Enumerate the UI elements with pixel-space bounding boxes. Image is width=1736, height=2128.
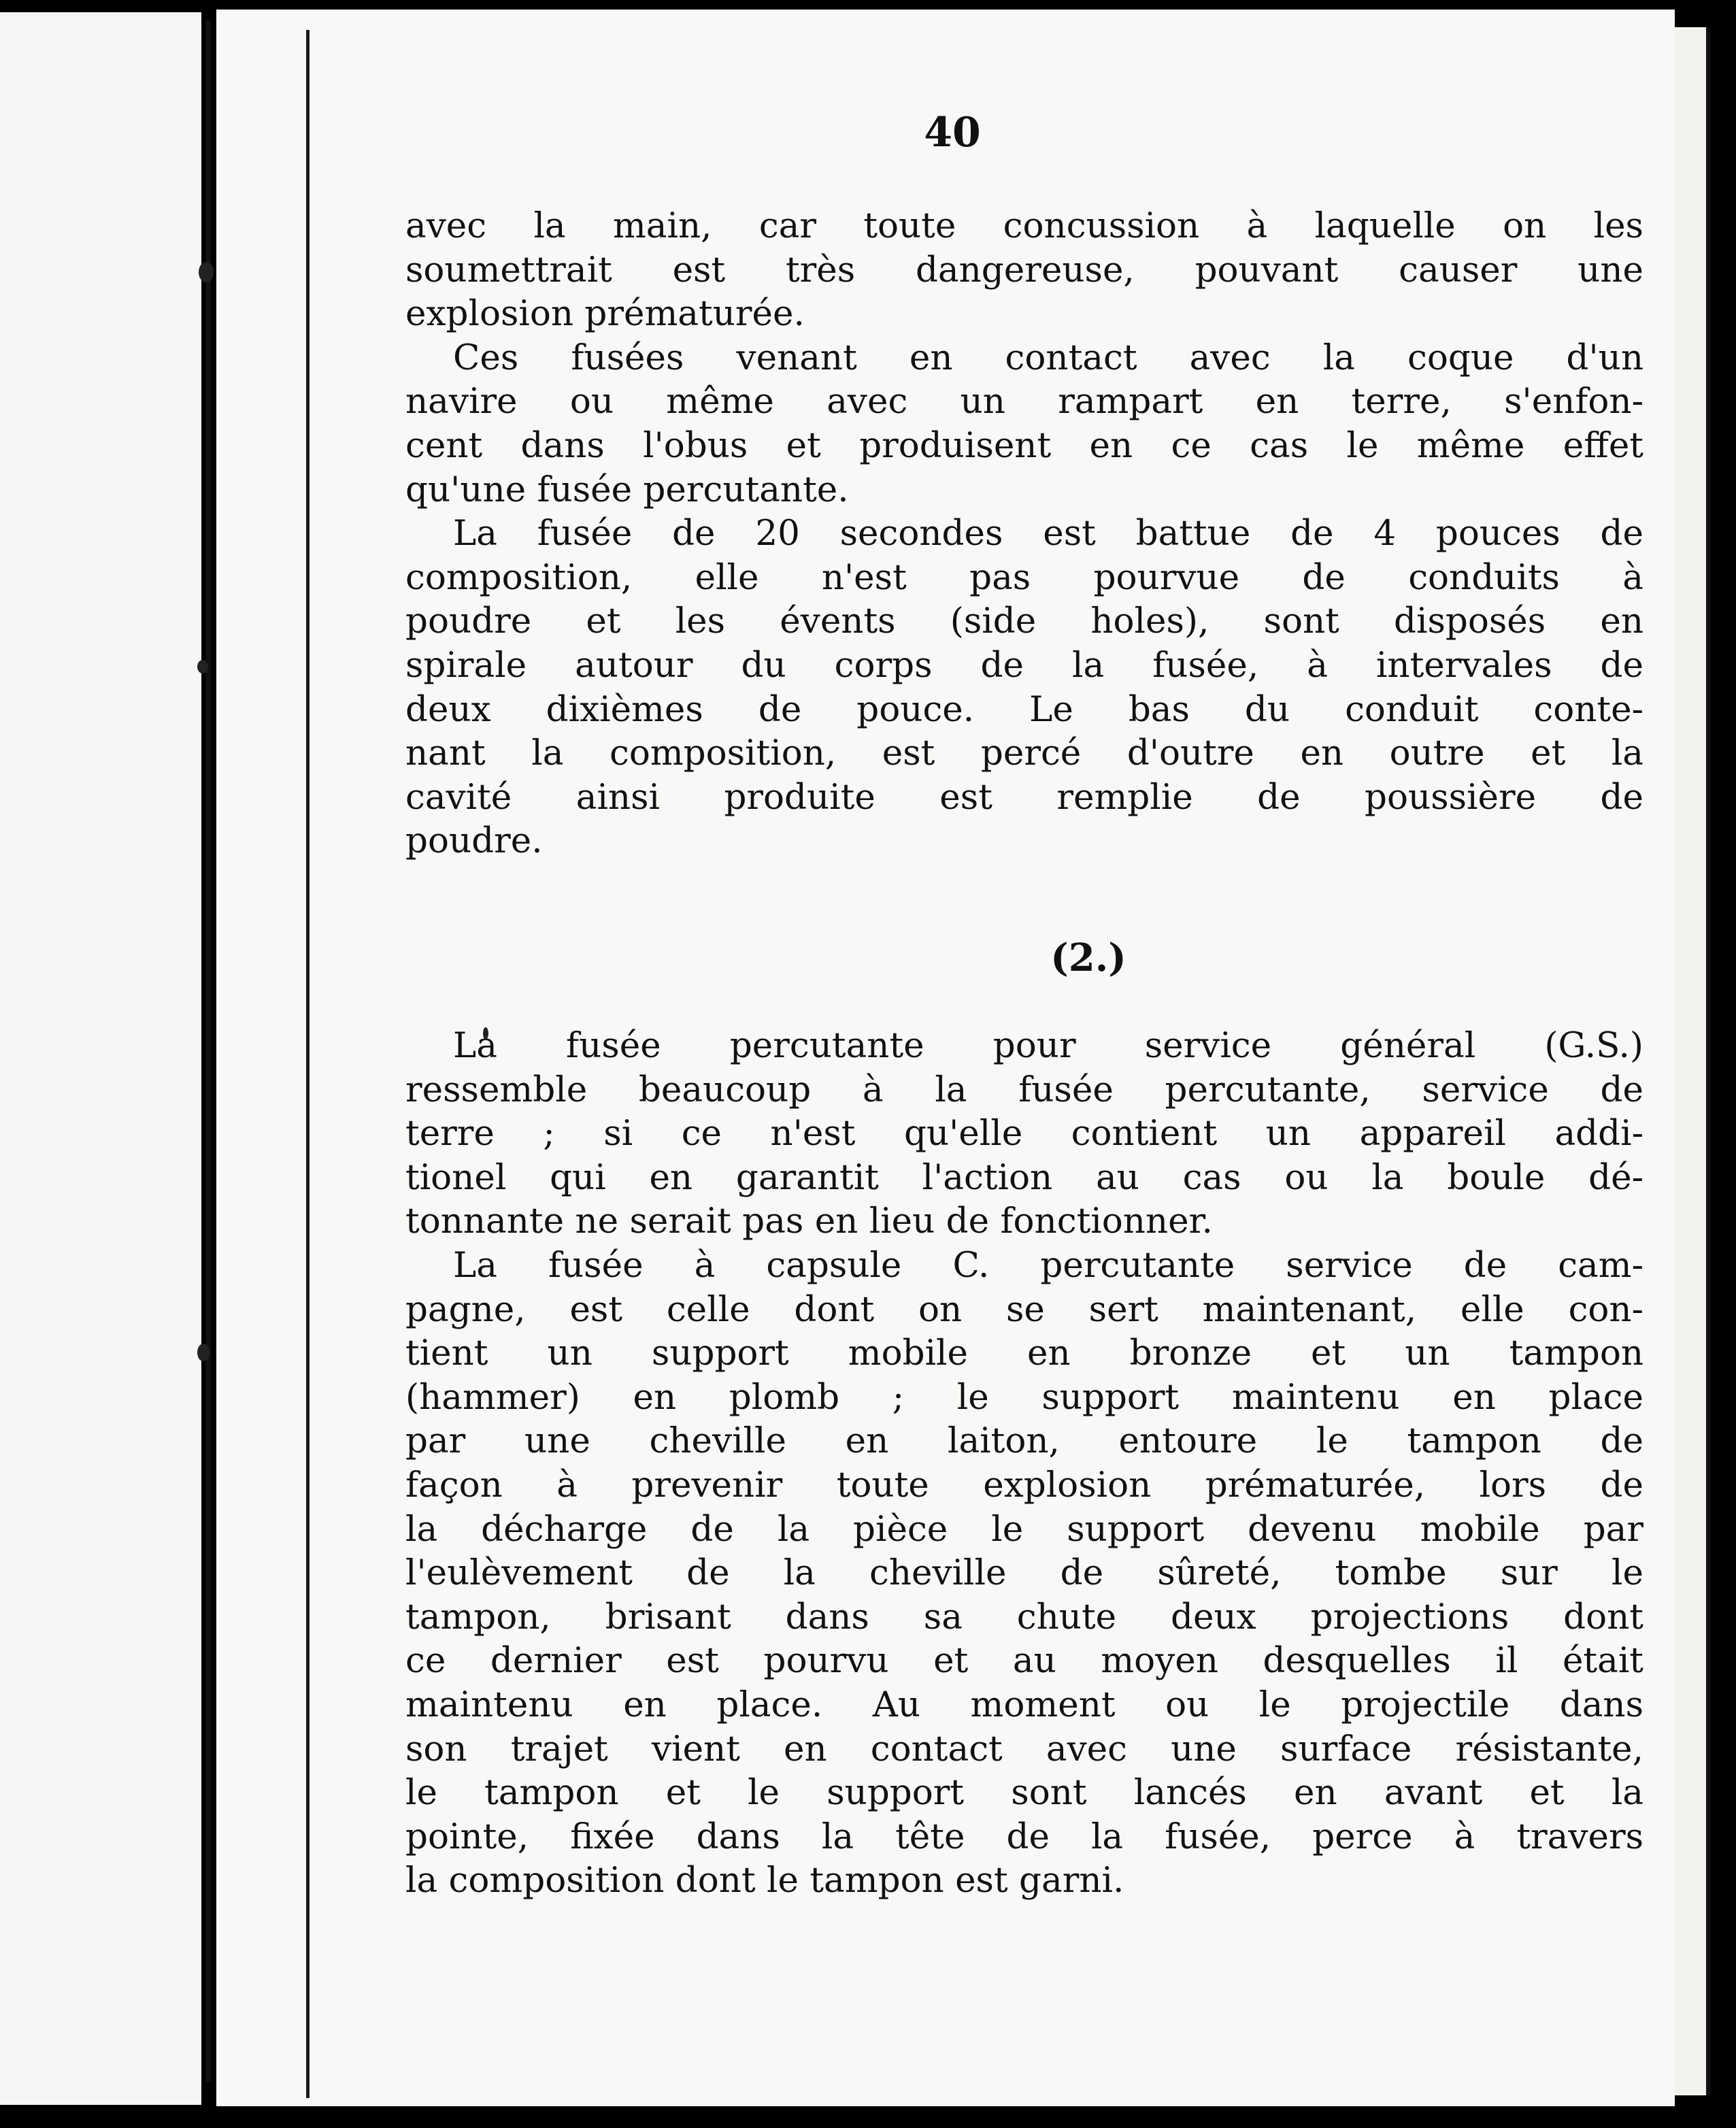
text-line: spirale autour du corps de la fusée, à intervales de [405, 644, 1643, 686]
paragraph [405, 1244, 1643, 1903]
binding-mark [199, 262, 214, 282]
text-line: cent dans l'obus et produisent en ce cas le même effet [405, 425, 1643, 466]
paragraph [405, 1024, 1643, 1244]
text-block-bottom [405, 1024, 1643, 1903]
text-line: son trajet vient en contact avec une surface résistante, [405, 1728, 1643, 1769]
text-line: La fusée percutante pour service général (G.S.) [453, 1025, 1643, 1066]
text-line: tampon, brisant dans sa chute deux projections dont [405, 1596, 1643, 1637]
text-line: la décharge de la pièce le support devenu mobile par [405, 1508, 1643, 1550]
text-line: tionel qui en garantit l'action au cas ou la boule dé- [405, 1157, 1643, 1198]
text-line: soumettrait est très dangereuse, pouvant causer une [405, 249, 1643, 290]
text-line: poudre et les évents (side holes), sont disposés en [405, 601, 1643, 642]
text-line: Ces fusées venant en contact avec la coque d'un [453, 337, 1643, 378]
text-line: ressemble beaucoup à la fusée percutante, service de [405, 1069, 1643, 1110]
page-border-right [1706, 27, 1710, 2095]
text-line: La fusée de 20 secondes est battue de 4 pouces de [453, 513, 1643, 554]
text-block-top [405, 204, 1643, 863]
text-line: cavité ainsi produite est remplie de poussière de [405, 776, 1643, 818]
section-heading: (2.) [1050, 935, 1126, 980]
text-line: ce dernier est pourvu et au moyen desquelles il était [405, 1640, 1643, 1682]
paragraph [405, 204, 1643, 336]
text-line: qu'une fusée percutante. [405, 469, 849, 510]
text-line: nant la composition, est percé d'outre en outre et la [405, 733, 1643, 774]
page-divider [205, 20, 211, 2082]
previous-page-edge [0, 12, 201, 2105]
text-line: pagne, est celle dont on se sert maintenant, elle con- [405, 1289, 1643, 1330]
text-line: avec la main, car toute concussion à laquelle on les [405, 205, 1643, 246]
text-line: poudre. [405, 820, 543, 862]
paragraph [405, 336, 1643, 512]
text-line: tient un support mobile en bronze et un tampon [405, 1333, 1643, 1374]
text-line: composition, elle n'est pas pourvue de conduits à [405, 556, 1643, 598]
binding-mark [197, 660, 208, 674]
text-line: (hammer) en plomb ; le support maintenu en place [405, 1376, 1643, 1418]
page-number: 40 [924, 109, 981, 156]
binding-mark [197, 1344, 210, 1361]
text-line: La fusée à capsule C. percutante service de cam- [453, 1244, 1643, 1286]
paragraph [405, 512, 1643, 863]
text-line: façon à prevenir toute explosion prématurée, lors de [405, 1464, 1643, 1506]
text-line: deux dixièmes de pouce. Le bas du conduit conte- [405, 688, 1643, 730]
margin-rule [306, 30, 310, 2098]
text-line: navire ou même avec un rampart en terre, s'enfon- [405, 381, 1643, 422]
text-line: la composition dont le tampon est garni. [405, 1860, 1124, 1901]
text-line: pointe, fixée dans la tête de la fusée, perce à travers [405, 1816, 1643, 1857]
text-line: tonnante ne serait pas en lieu de fonctionner. [405, 1201, 1213, 1242]
text-line: maintenu en place. Au moment ou le projectile dans [405, 1684, 1643, 1725]
next-page-edge [1675, 27, 1707, 2095]
text-line: l'eulèvement de la cheville de sûreté, tombe sur le [405, 1552, 1643, 1594]
text-line: explosion prématurée. [405, 293, 805, 335]
text-line: terre ; si ce n'est qu'elle contient un appareil addi- [405, 1113, 1643, 1154]
text-line: par une cheville en laiton, entoure le tampon de [405, 1420, 1643, 1462]
text-line: le tampon et le support sont lancés en avant et la [405, 1772, 1643, 1814]
